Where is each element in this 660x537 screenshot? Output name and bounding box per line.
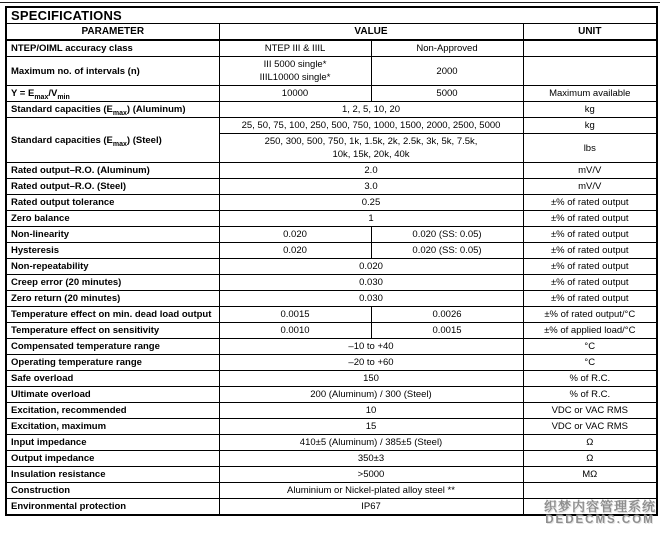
unit-cell: kg bbox=[523, 118, 657, 134]
param-cell: Zero balance bbox=[6, 211, 219, 227]
param-cell: Safe overload bbox=[6, 371, 219, 387]
unit-cell: % of R.C. bbox=[523, 387, 657, 403]
value-cell: NTEP III & IIIL bbox=[219, 40, 371, 57]
value-cell: 10 bbox=[219, 403, 523, 419]
spec-table-body bbox=[6, 40, 657, 515]
value-cell: 0.030 bbox=[219, 275, 523, 291]
value-cell: 15 bbox=[219, 419, 523, 435]
value-cell: 410±5 (Aluminum) / 385±5 (Steel) bbox=[219, 435, 523, 451]
value-cell: 0.25 bbox=[219, 195, 523, 211]
table-row bbox=[6, 195, 657, 211]
param-cell: Zero return (20 minutes) bbox=[6, 291, 219, 307]
value-cell: 200 (Aluminum) / 300 (Steel) bbox=[219, 387, 523, 403]
value-cell: 0.020 bbox=[219, 227, 371, 243]
param-cell: Temperature effect on min. dead load output bbox=[6, 307, 219, 323]
unit-cell: Ω bbox=[523, 435, 657, 451]
param-cell: Insulation resistance bbox=[6, 467, 219, 483]
param-cell: Non-repeatability bbox=[6, 259, 219, 275]
value-cell: 2000 bbox=[371, 57, 523, 86]
unit-cell: ±% of applied load/°C bbox=[523, 323, 657, 339]
param-cell: Rated output tolerance bbox=[6, 195, 219, 211]
unit-cell: kg bbox=[523, 102, 657, 118]
param-cell: NTEP/OIML accuracy class bbox=[6, 40, 219, 57]
col-header-unit: UNIT bbox=[523, 24, 657, 41]
unit-cell: MΩ bbox=[523, 467, 657, 483]
table-row bbox=[6, 339, 657, 355]
value-cell: III 5000 single* IIIL10000 single* bbox=[219, 57, 371, 86]
value-cell: Non-Approved bbox=[371, 40, 523, 57]
param-cell: $Y = E_{max}/V_{min}$ bbox=[6, 86, 219, 102]
unit-cell: °C bbox=[523, 339, 657, 355]
value-cell: 1, 2, 5, 10, 20 bbox=[219, 102, 523, 118]
unit-cell: % of R.C. bbox=[523, 371, 657, 387]
value-cell: 5000 bbox=[371, 86, 523, 102]
table-row bbox=[6, 57, 657, 86]
value-cell: 0.030 bbox=[219, 291, 523, 307]
table-title: SPECIFICATIONS bbox=[6, 7, 657, 24]
table-row bbox=[6, 387, 657, 403]
table-row bbox=[6, 419, 657, 435]
param-cell: Construction bbox=[6, 483, 219, 499]
param-cell: Non-linearity bbox=[6, 227, 219, 243]
value-cell: 0.020 bbox=[219, 243, 371, 259]
table-row bbox=[6, 227, 657, 243]
value-cell: –10 to +40 bbox=[219, 339, 523, 355]
table-row bbox=[6, 307, 657, 323]
param-cell: Creep error (20 minutes) bbox=[6, 275, 219, 291]
unit-cell: ±% of rated output bbox=[523, 259, 657, 275]
param-cell: Ultimate overload bbox=[6, 387, 219, 403]
param-cell: Excitation, recommended bbox=[6, 403, 219, 419]
unit-cell bbox=[523, 57, 657, 86]
param-cell: Standard capacities $(E_{max})$ (Aluminum) bbox=[6, 102, 219, 118]
value-cell: 0.0015 bbox=[219, 307, 371, 323]
table-row bbox=[6, 259, 657, 275]
unit-cell: ±% of rated output bbox=[523, 291, 657, 307]
col-header-value: VALUE bbox=[219, 24, 523, 41]
table-row bbox=[6, 467, 657, 483]
param-cell: Temperature effect on sensitivity bbox=[6, 323, 219, 339]
unit-cell: ±% of rated output/°C bbox=[523, 307, 657, 323]
table-row bbox=[6, 451, 657, 467]
value-cell: 3.0 bbox=[219, 179, 523, 195]
unit-cell: Maximum available bbox=[523, 86, 657, 102]
value-cell: 10000 bbox=[219, 86, 371, 102]
table-row bbox=[6, 118, 657, 134]
value-cell: 0.020 (SS: 0.05) bbox=[371, 227, 523, 243]
unit-cell: °C bbox=[523, 355, 657, 371]
table-row bbox=[6, 371, 657, 387]
col-header-parameter: PARAMETER bbox=[6, 24, 219, 41]
unit-cell: mV/V bbox=[523, 163, 657, 179]
table-row bbox=[6, 211, 657, 227]
value-cell: 150 bbox=[219, 371, 523, 387]
watermark-line1: 织梦内容管理系统 bbox=[543, 499, 656, 514]
value-cell: 0.020 (SS: 0.05) bbox=[371, 243, 523, 259]
column-header-row bbox=[6, 24, 657, 41]
table-row bbox=[6, 163, 657, 179]
unit-cell: VDC or VAC RMS bbox=[523, 419, 657, 435]
value-cell: 0.0026 bbox=[371, 307, 523, 323]
value-cell: 0.0010 bbox=[219, 323, 371, 339]
unit-cell: ±% of rated output bbox=[523, 275, 657, 291]
param-cell: Rated output–R.O. (Aluminum) bbox=[6, 163, 219, 179]
param-cell: Operating temperature range bbox=[6, 355, 219, 371]
table-row bbox=[6, 403, 657, 419]
param-cell: Maximum no. of intervals (n) bbox=[6, 57, 219, 86]
param-cell: Output impedance bbox=[6, 451, 219, 467]
table-row bbox=[6, 275, 657, 291]
value-cell: 1 bbox=[219, 211, 523, 227]
unit-cell bbox=[523, 40, 657, 57]
unit-cell: lbs bbox=[523, 134, 657, 163]
param-cell: Input impedance bbox=[6, 435, 219, 451]
value-cell: Aluminium or Nickel-plated alloy steel ** bbox=[219, 483, 523, 499]
param-cell: Compensated temperature range bbox=[6, 339, 219, 355]
table-row bbox=[6, 86, 657, 102]
unit-cell: VDC or VAC RMS bbox=[523, 403, 657, 419]
value-cell: 350±3 bbox=[219, 451, 523, 467]
specifications-table bbox=[5, 6, 658, 516]
value-cell: >5000 bbox=[219, 467, 523, 483]
value-cell: –20 to +60 bbox=[219, 355, 523, 371]
table-row bbox=[6, 435, 657, 451]
table-row bbox=[6, 323, 657, 339]
table-row bbox=[6, 102, 657, 118]
table-row bbox=[6, 40, 657, 57]
value-cell: 0.0015 bbox=[371, 323, 523, 339]
unit-cell: ±% of rated output bbox=[523, 227, 657, 243]
unit-cell: Ω bbox=[523, 451, 657, 467]
value-cell: 250, 300, 500, 750, 1k, 1.5k, 2k, 2.5k, 3k, 5k, 7.5k, 10k, 15k, 20k, 40k bbox=[219, 134, 523, 163]
table-row bbox=[6, 243, 657, 259]
param-cell: Environmental protection bbox=[6, 499, 219, 516]
param-cell: Hysteresis bbox=[6, 243, 219, 259]
param-cell: Rated output–R.O. (Steel) bbox=[6, 179, 219, 195]
value-cell: 2.0 bbox=[219, 163, 523, 179]
value-cell: 0.020 bbox=[219, 259, 523, 275]
table-row bbox=[6, 179, 657, 195]
watermark bbox=[544, 500, 656, 527]
top-rule bbox=[0, 2, 660, 3]
table-row bbox=[6, 483, 657, 499]
unit-cell: mV/V bbox=[523, 179, 657, 195]
unit-cell: ±% of rated output bbox=[523, 195, 657, 211]
param-cell: Excitation, maximum bbox=[6, 419, 219, 435]
unit-cell: ±% of rated output bbox=[523, 243, 657, 259]
unit-cell: ±% of rated output bbox=[523, 211, 657, 227]
title-row bbox=[6, 7, 657, 24]
param-cell: Standard capacities $(E_{max})$ (Steel) bbox=[6, 118, 219, 163]
watermark-line2: DEDECMS.COM bbox=[545, 514, 655, 526]
value-cell: 25, 50, 75, 100, 250, 500, 750, 1000, 1500, 2000, 2500, 5000 bbox=[219, 118, 523, 134]
value-cell: IP67 bbox=[219, 499, 523, 516]
unit-cell bbox=[523, 483, 657, 499]
table-row bbox=[6, 291, 657, 307]
table-row bbox=[6, 355, 657, 371]
